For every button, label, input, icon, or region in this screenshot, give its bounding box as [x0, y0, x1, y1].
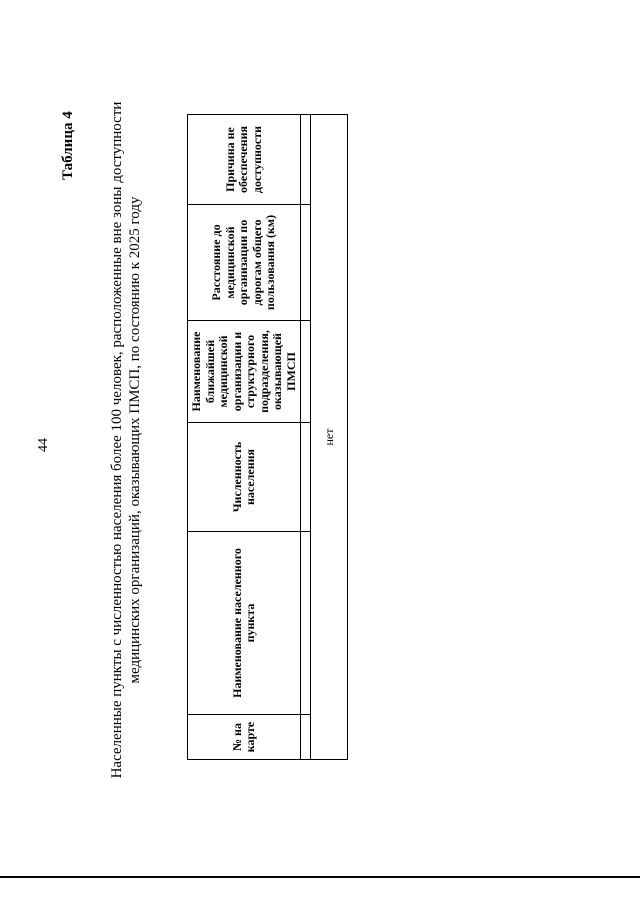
header-reason: Причина не обеспечения доступности — [188, 115, 301, 205]
page-number: 44 — [36, 438, 51, 452]
table-label: Таблица 4 — [60, 111, 76, 180]
header-number: № на карте — [188, 715, 301, 760]
header-settlement-name: Наименование населенного пункта — [188, 532, 301, 715]
header-distance: Расстояние до медицинской организации по дорогам общего пользования (км) — [188, 205, 301, 321]
table-caption — [108, 95, 144, 785]
header-population: Численность населения — [188, 423, 301, 532]
table-row — [311, 115, 348, 760]
header-nearest-organization: Наименование ближайшей медицинской организации и структурного подразделения, оказывающей ПМСП — [188, 321, 301, 423]
caption-line-1: Населенные пункты с численностью населения более 100 человек, расположенные вне зоны доступности — [109, 101, 125, 779]
data-table — [187, 114, 348, 760]
header-row — [188, 115, 301, 760]
none-value: нет — [311, 115, 348, 760]
spacer-row — [301, 115, 311, 760]
caption-line-2: медицинских организаций, оказывающих ПМСП, по состоянию к 2025 году — [127, 196, 143, 684]
bottom-rule — [0, 876, 640, 878]
